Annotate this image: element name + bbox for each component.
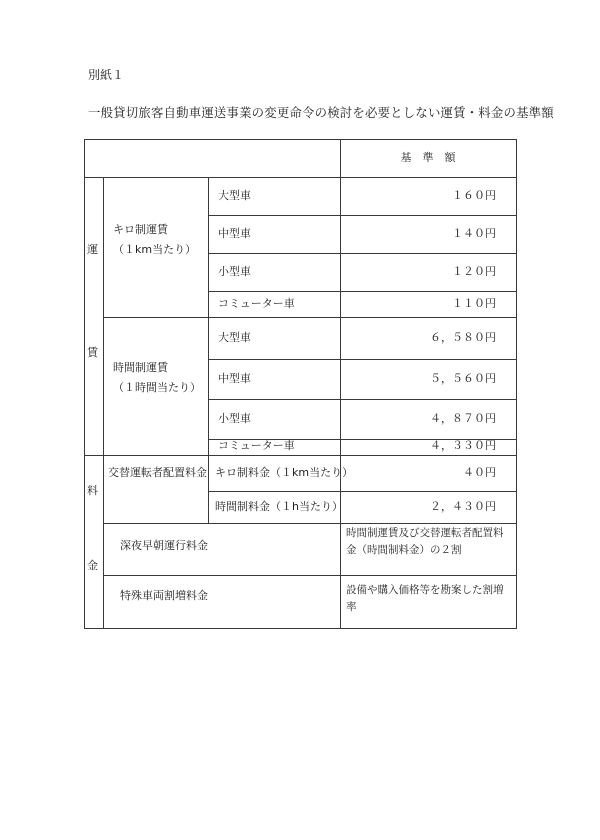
time-type-large: 大型車	[218, 331, 251, 344]
group-fee-char-2: 金	[87, 559, 98, 572]
fare-table	[84, 139, 517, 629]
km-amount-large: １６０円	[452, 189, 496, 202]
driver-fee-km-amount: ４０円	[463, 466, 496, 479]
driver-fee-label: 交替運転者配置料金	[108, 466, 207, 479]
header-base-amount: 基 準 額	[400, 151, 456, 164]
time-amount-small: ４，８７０円	[430, 412, 496, 425]
driver-fee-km-type: キロ制料金（１km当たり）	[215, 466, 354, 479]
time-fare-sub: （１時間当たり）	[113, 381, 201, 394]
night-fee-label: 深夜早朝運行料金	[120, 539, 208, 552]
time-type-medium: 中型車	[218, 372, 251, 385]
km-amount-commuter: １１０円	[452, 297, 496, 310]
km-type-commuter: コミューター車	[218, 297, 295, 310]
time-type-commuter: コミューター車	[218, 439, 295, 452]
time-fare-label: 時間制運賃	[113, 361, 168, 374]
km-amount-small: １２０円	[452, 265, 496, 278]
km-fare-sub: （１km当たり）	[113, 243, 197, 256]
special-fee-amount: 設備や購入価格等を勘案した割増率	[346, 584, 504, 613]
document-title: 一般貸切旅客自動車運送事業の変更命令の検討を必要としない運賃・料金の基準額	[88, 105, 554, 120]
time-type-small: 小型車	[218, 412, 251, 425]
group-fare-char-1: 運	[87, 243, 98, 256]
night-fee-amount: 時間制運賃及び交替運転者配置料金（時間制料金）の２割	[346, 527, 504, 556]
driver-fee-time-amount: ２，４３０円	[430, 500, 496, 513]
km-type-large: 大型車	[218, 189, 251, 202]
time-amount-medium: ５，５６０円	[430, 372, 496, 385]
driver-fee-time-type: 時間制料金（１h当たり）	[215, 500, 343, 513]
km-amount-medium: １４０円	[452, 227, 496, 240]
time-amount-commuter: ４，３３０円	[430, 439, 496, 452]
annex-label: 別紙１	[88, 68, 125, 82]
group-fee-char-1: 料	[87, 484, 98, 497]
special-fee-label: 特殊車両割増料金	[120, 589, 208, 602]
km-type-small: 小型車	[218, 265, 251, 278]
group-fare-char-2: 賃	[87, 346, 98, 359]
time-amount-large: ６，５８０円	[430, 331, 496, 344]
km-type-medium: 中型車	[218, 227, 251, 240]
km-fare-label: キロ制運賃	[113, 223, 168, 236]
